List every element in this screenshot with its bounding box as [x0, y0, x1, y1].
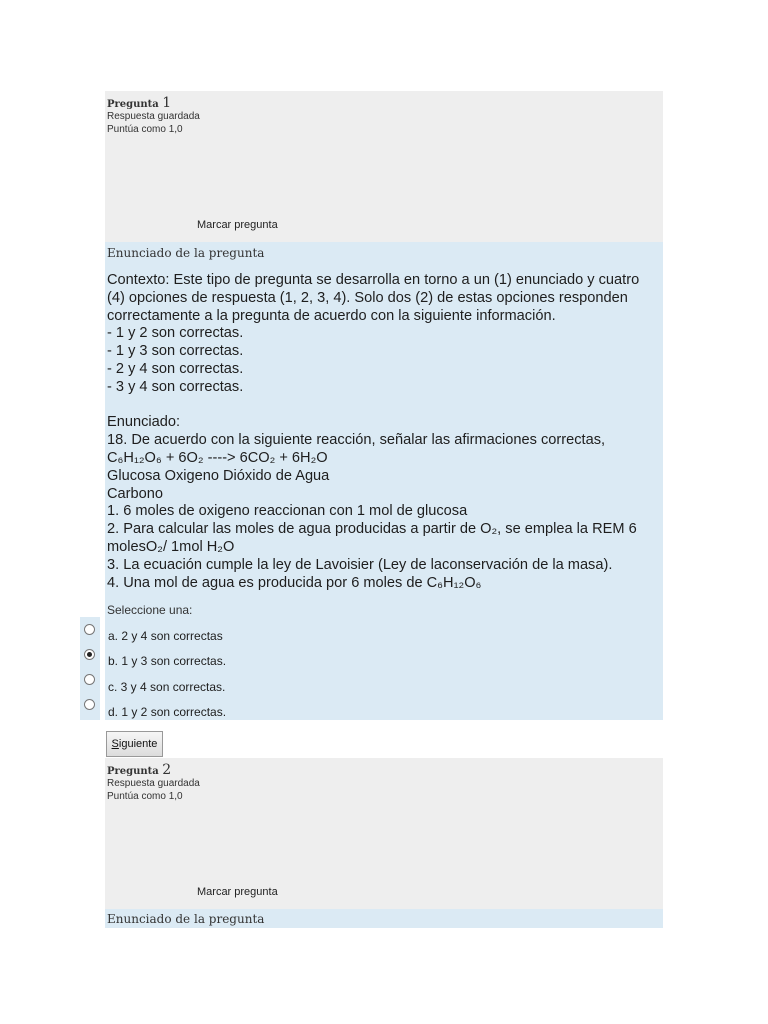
question-number: 1 — [162, 95, 172, 111]
question-text-line: C₆H₁₂O₆ + 6O₂ ----> 6CO₂ + 6H₂O — [107, 449, 328, 466]
question-2-info — [105, 758, 663, 909]
question-text-line: 18. De acuerdo con la siguiente reacción, señalar las afirmaciones correctas, — [107, 432, 606, 449]
question-text-line: - 1 y 2 son correctas. — [107, 325, 244, 342]
question-text-line: correctamente a la pregunta de acuerdo con la siguiente información. — [107, 307, 556, 324]
question-title-label: Pregunta — [107, 99, 159, 110]
question-text-line: Enunciado: — [107, 414, 181, 431]
question-1-info — [105, 91, 663, 242]
flag-question-1-link[interactable]: Marcar pregunta — [197, 219, 278, 231]
option-b-label[interactable]: b. 1 y 3 son correctas. — [108, 654, 227, 668]
question-1-text — [107, 272, 661, 592]
option-a-label[interactable]: a. 2 y 4 son correctas — [108, 629, 223, 643]
question-1-score: Puntúa como 1,0 — [107, 124, 183, 135]
question-text-line: 2. Para calcular las moles de agua producidas a partir de O₂, se emplea la REM 6 — [107, 521, 637, 538]
answer-radio-column — [80, 617, 100, 720]
question-text-line: - 1 y 3 son correctas. — [107, 343, 244, 360]
next-button-label: iguiente — [118, 738, 158, 750]
option-a-radio[interactable] — [84, 624, 95, 635]
question-text-line: 1. 6 moles de oxigeno reaccionan con 1 mol de glucosa — [107, 503, 468, 520]
option-d-radio[interactable] — [84, 699, 95, 710]
next-button-accesskey: S — [111, 738, 119, 750]
flag-question-2-link[interactable]: Marcar pregunta — [197, 886, 278, 898]
question-2-section-title: Enunciado de la pregunta — [107, 912, 265, 926]
question-title-label: Pregunta — [107, 766, 159, 777]
question-1-status: Respuesta guardada — [107, 111, 200, 122]
option-b-radio[interactable] — [84, 649, 95, 660]
question-2-score: Puntúa como 1,0 — [107, 791, 183, 802]
option-d-label[interactable]: d. 1 y 2 son correctas. — [108, 705, 227, 719]
question-text-line: Glucosa Oxigeno Dióxido de Agua — [107, 467, 330, 484]
question-text-line: - 2 y 4 son correctas. — [107, 360, 244, 377]
question-text-line: Contexto: Este tipo de pregunta se desarrolla en torno a un (1) enunciado y cuatro — [107, 272, 640, 288]
question-1-content — [105, 242, 663, 720]
question-text-line: 3. La ecuación cumple la ley de Lavoisier (Ley de laconservación de la masa). — [107, 556, 613, 573]
question-text-line: 4. Una mol de agua es producida por 6 moles de C₆H₁₂O₆ — [107, 574, 482, 591]
question-text-blank-line — [107, 397, 661, 415]
question-text-line: - 3 y 4 son correctas. — [107, 378, 244, 395]
question-2-status: Respuesta guardada — [107, 778, 200, 789]
select-one-label: Seleccione una: — [107, 603, 193, 617]
question-text-line: Carbono — [107, 485, 163, 502]
question-1-title — [107, 95, 171, 111]
question-number: 2 — [162, 762, 172, 778]
question-2-content — [105, 909, 663, 928]
option-c-label[interactable]: c. 3 y 4 son correctas. — [108, 680, 226, 694]
next-button[interactable] — [106, 731, 163, 757]
option-c-radio[interactable] — [84, 674, 95, 685]
question-1-section-title: Enunciado de la pregunta — [107, 246, 265, 260]
question-text-line: molesO₂/ 1mol H₂O — [107, 538, 235, 555]
question-2-title — [107, 762, 171, 778]
question-text-line: (4) opciones de respuesta (1, 2, 3, 4). Solo dos (2) de estas opciones responden — [107, 289, 628, 306]
